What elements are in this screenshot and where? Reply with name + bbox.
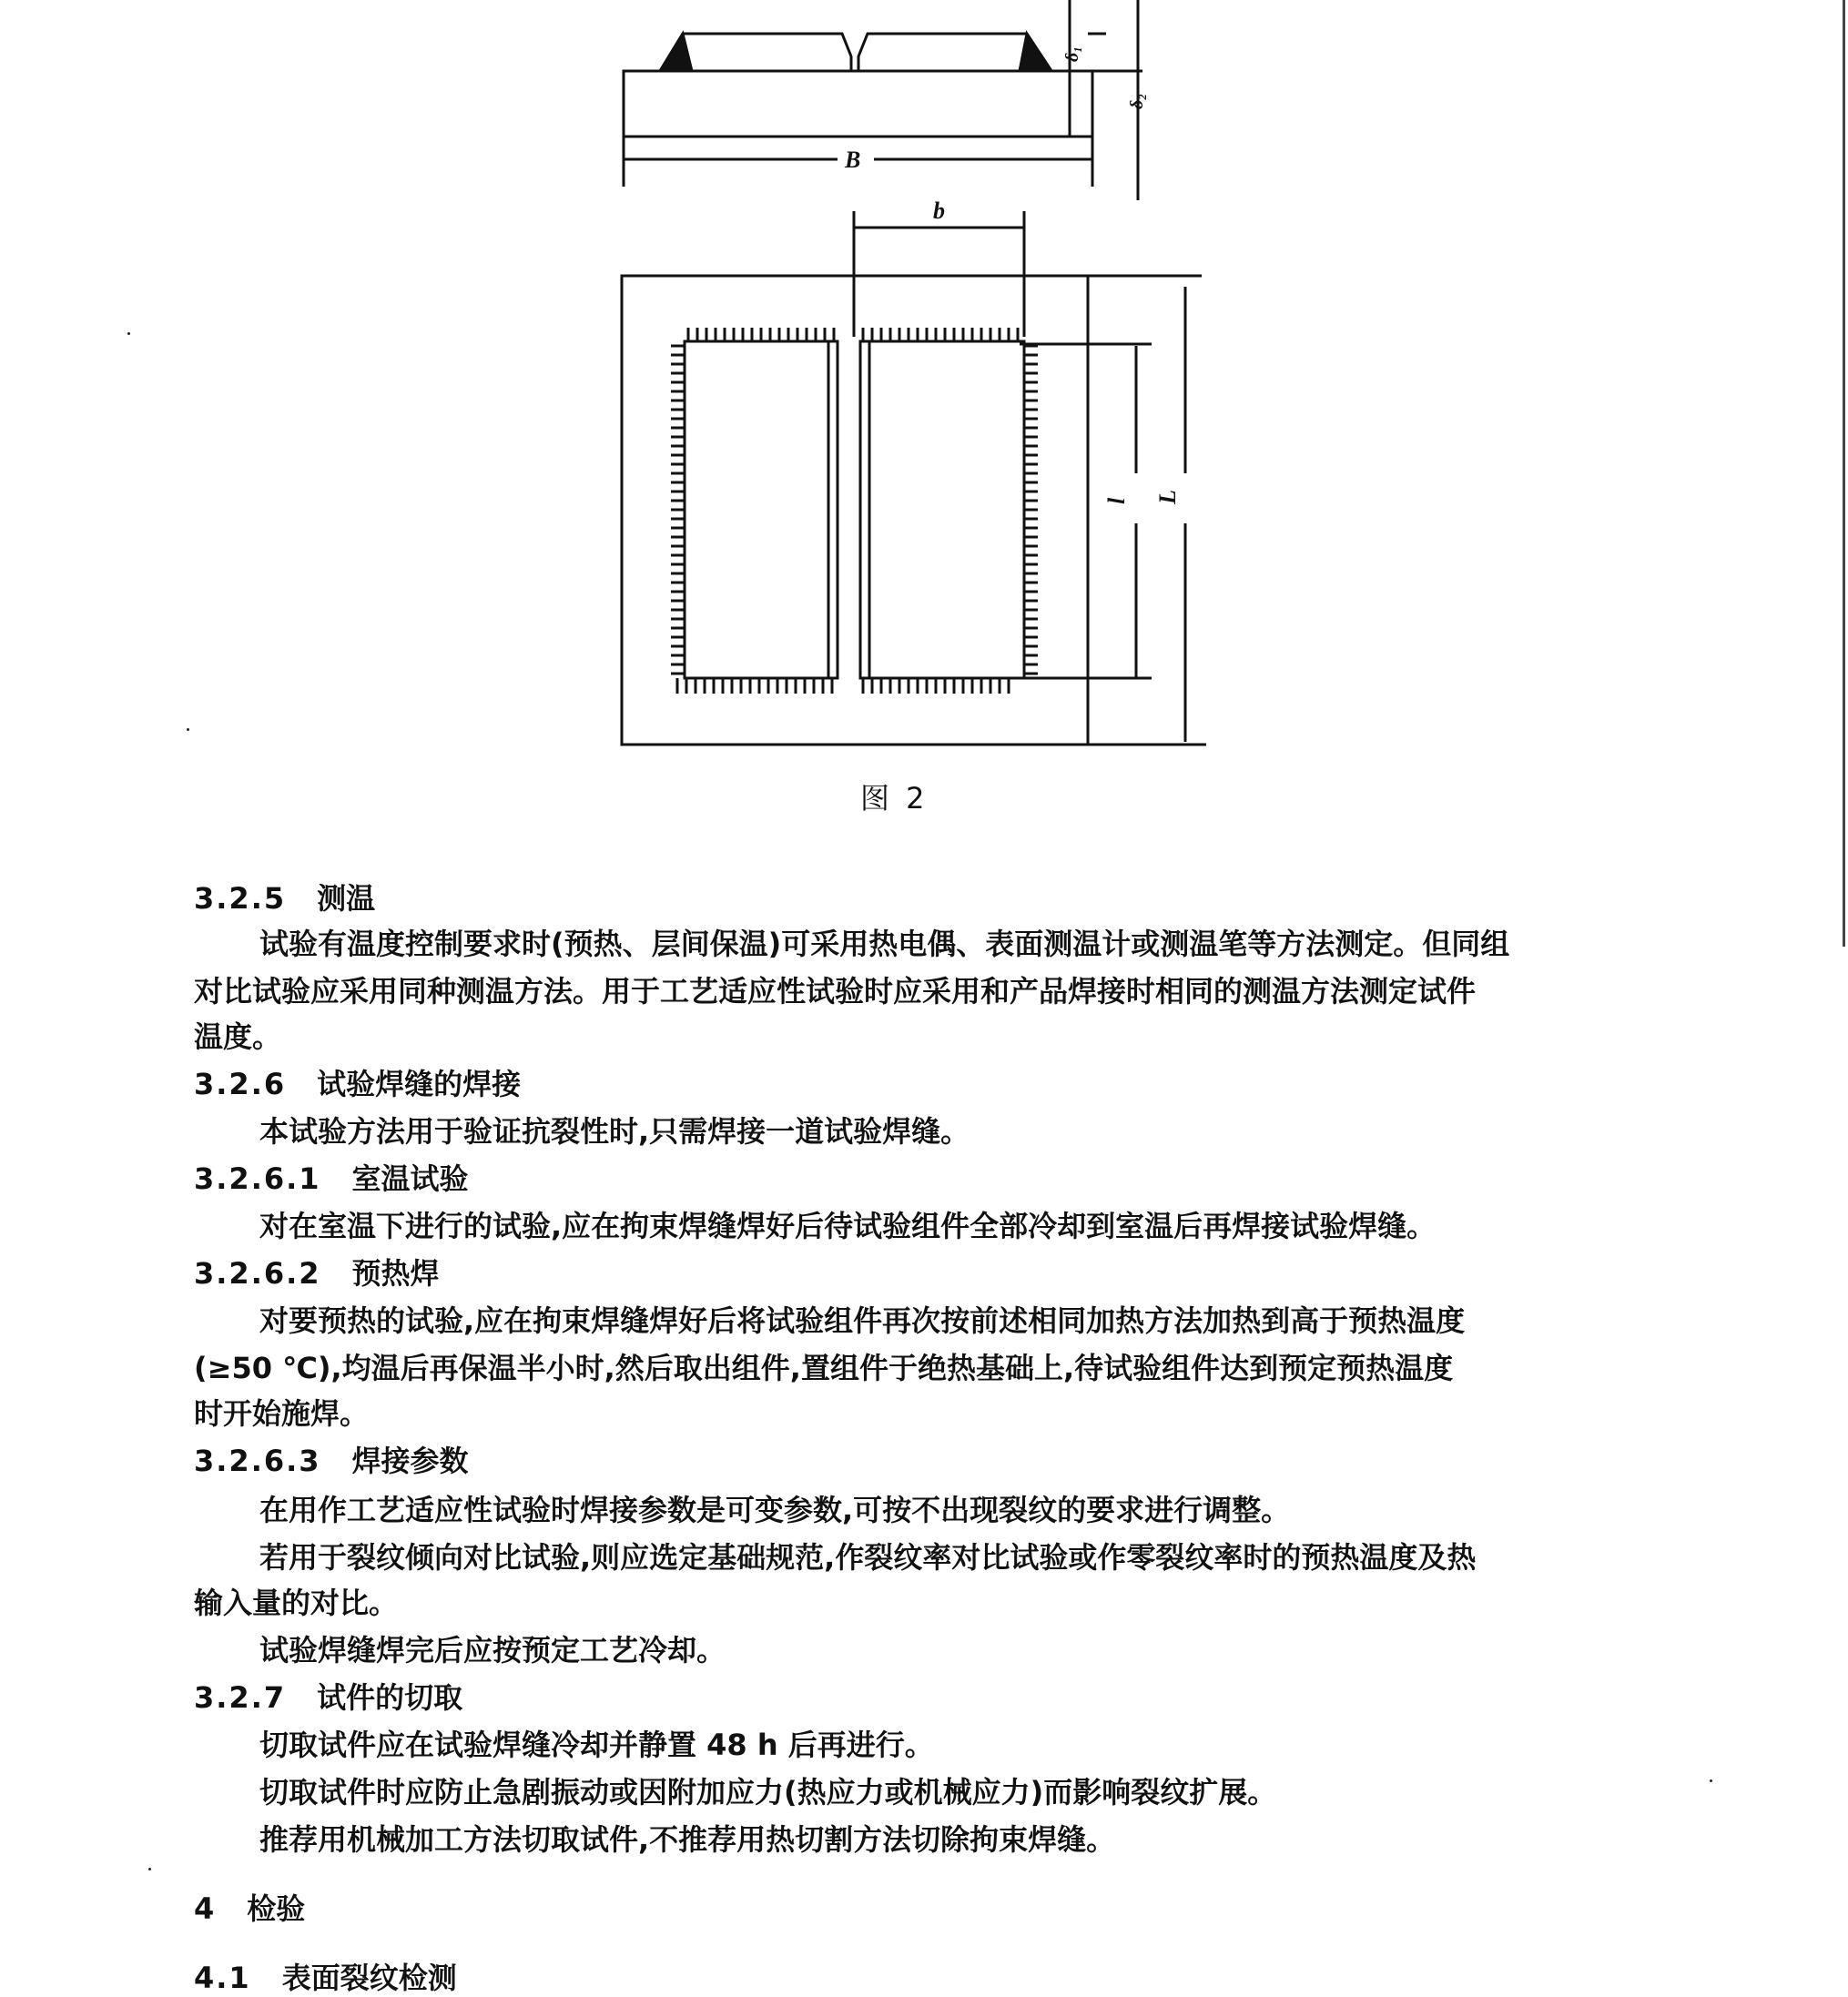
- figure-2-drawing: [0, 0, 1848, 819]
- section-heading-3-2-5: [194, 876, 375, 917]
- section-heading-3-2-6-1: [194, 1156, 469, 1198]
- paragraph-line: 本试验方法用于验证抗裂性时,只需焊接一道试验焊缝。: [259, 1114, 970, 1149]
- scan-speck: [148, 1868, 151, 1870]
- paragraph-line: 切取试件应在试验焊缝冷却并静置 48 h 后再进行。: [259, 1728, 934, 1762]
- label-B: B: [845, 147, 861, 173]
- weld-fillet-left: [660, 34, 692, 71]
- paragraph-line: (≥50 ℃),均温后再保温半小时,然后取出组件,置组件于绝热基础上,待试验组件达到预定预热温度: [194, 1351, 1454, 1385]
- section-number: 3.2.6.1: [194, 1161, 321, 1196]
- label-delta1: δ₁: [1062, 46, 1082, 62]
- section-title: 试验焊缝的焊接: [317, 1067, 522, 1101]
- figure-caption: 图 2: [860, 781, 929, 816]
- section-number: 3.2.6.2: [194, 1256, 321, 1291]
- label-l: l: [1103, 497, 1130, 504]
- paragraph-line: 对在室温下进行的试验,应在拘束焊缝焊好后待试验组件全部冷却到室温后再焊接试验焊缝。: [259, 1209, 1437, 1243]
- restraint-weld-hatching: [671, 328, 1038, 694]
- section-title: 预热焊: [351, 1256, 440, 1291]
- section-heading-3-2-6-3: [194, 1438, 469, 1480]
- weld-fillet-right: [1020, 34, 1051, 71]
- label-delta2: δ₂: [1127, 93, 1147, 109]
- paragraph-line: 在用作工艺适应性试验时焊接参数是可变参数,可按不出现裂纹的要求进行调整。: [259, 1493, 1291, 1527]
- paragraph-line: 输入量的对比。: [194, 1586, 399, 1620]
- paragraph-line: 若用于裂纹倾向对比试验,则应选定基础规范,作裂纹率对比试验或作零裂纹率时的预热温度及热: [259, 1540, 1477, 1575]
- section-heading-4-1: [194, 1955, 457, 1997]
- section-heading-3-2-6-2: [194, 1251, 440, 1292]
- paragraph-line: 试验焊缝焊完后应按预定工艺冷却。: [259, 1633, 726, 1668]
- section-title: 表面裂纹检测: [281, 1961, 457, 1995]
- scan-edge-line: [1843, 0, 1845, 947]
- paragraph-line: 对要预热的试验,应在拘束焊缝焊好后将试验组件再次按前述相同加热方法加热到高于预热温度: [259, 1303, 1466, 1338]
- section-heading-3-2-7: [194, 1675, 462, 1717]
- base-plate-elevation: [624, 71, 1092, 137]
- label-L: L: [1154, 490, 1181, 504]
- paragraph-line: 温度。: [194, 1019, 282, 1054]
- scan-speck: [1710, 1779, 1712, 1782]
- section-heading-3-2-6: [194, 1061, 521, 1103]
- section-number: 4: [194, 1891, 217, 1926]
- section-title: 焊接参数: [351, 1444, 469, 1478]
- base-plate-plan: [622, 276, 1088, 745]
- section-title: 室温试验: [351, 1161, 469, 1196]
- test-plate-left: [685, 341, 838, 678]
- test-plate-right: [860, 341, 1024, 678]
- paragraph-line: 试验有温度控制要求时(预热、层间保温)可采用热电偶、表面测温计或测温笔等方法测定。但同组: [259, 927, 1510, 961]
- label-b: b: [933, 198, 945, 224]
- section-title: 试件的切取: [317, 1680, 463, 1715]
- section-number: 3.2.5: [194, 881, 287, 916]
- section-title: 检验: [247, 1891, 306, 1926]
- section-title: 测温: [317, 881, 376, 916]
- scan-speck: [127, 332, 130, 335]
- section-number: 3.2.7: [194, 1680, 287, 1715]
- section-number: 4.1: [194, 1961, 251, 1995]
- scan-speck: [187, 728, 189, 731]
- paragraph-line: 推荐用机械加工方法切取试件,不推荐用热切割方法切除拘束焊缝。: [259, 1822, 1116, 1857]
- paragraph-line: 切取试件时应防止急剧振动或因附加应力(热应力或机械应力)而影响裂纹扩展。: [259, 1775, 1277, 1809]
- section-heading-4: [194, 1886, 305, 1928]
- paragraph-line: 时开始施焊。: [194, 1396, 370, 1431]
- section-number: 3.2.6.3: [194, 1444, 321, 1478]
- paragraph-line: 对比试验应采用同种测温方法。用于工艺适应性试验时应采用和产品焊接时相同的测温方法测定试件: [194, 974, 1477, 1009]
- section-number: 3.2.6: [194, 1067, 287, 1101]
